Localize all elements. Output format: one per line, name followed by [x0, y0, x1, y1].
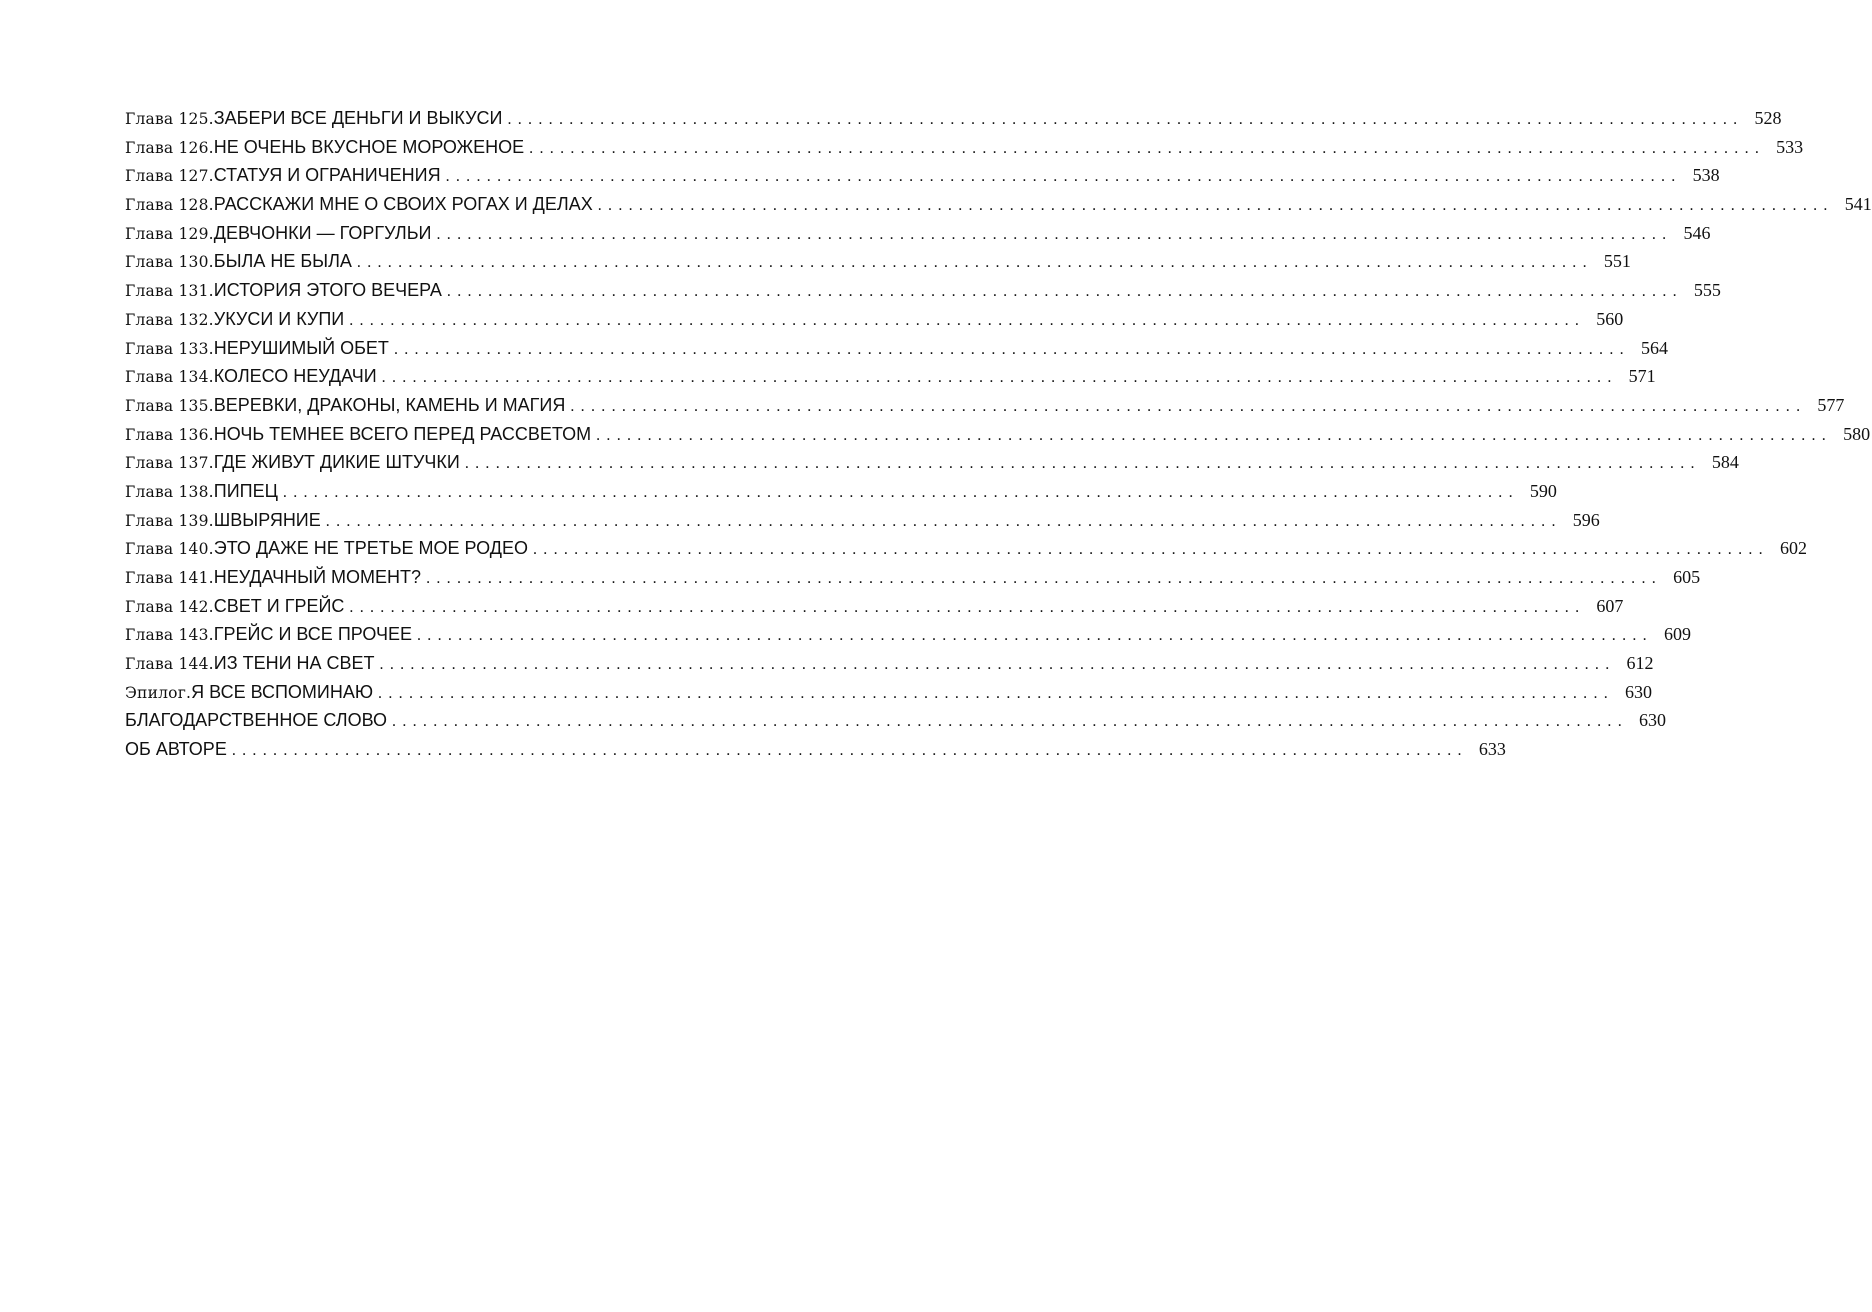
chapter-title: ГРЕЙС И ВСЕ ПРОЧЕЕ	[213, 624, 412, 645]
dot-leader: ........................................................................................................................	[507, 111, 1744, 128]
chapter-label: Глава 140.	[125, 540, 214, 559]
about-author-title: ОБ АВТОРЕ	[125, 739, 227, 760]
chapter-label: Глава 136.	[125, 425, 214, 444]
chapter-label: Глава 129.	[125, 224, 214, 243]
page-number: 580	[1843, 423, 1871, 444]
toc-entry[interactable]	[125, 190, 1872, 219]
toc-entry[interactable]	[125, 735, 1506, 764]
toc-entry[interactable]	[125, 104, 1782, 133]
dot-leader: ........................................................................................................................	[349, 311, 1586, 329]
dot-leader: ........................................................................................................................	[381, 369, 1618, 387]
page-number: 607	[1596, 595, 1624, 616]
table-of-contents	[125, 104, 1872, 764]
dot-leader: ........................................................................................................................	[231, 742, 1468, 760]
toc-entry[interactable]	[125, 161, 1720, 190]
chapter-title: ПИПЕЦ	[213, 480, 278, 501]
chapter-title: ДЕВЧОНКИ — ГОРГУЛЬИ	[213, 222, 432, 243]
chapter-title: ВЕРЕВКИ, ДРАКОНЫ, КАМЕНЬ И МАГИЯ	[213, 394, 566, 415]
chapter-label: Глава 135.	[125, 396, 214, 415]
dot-leader: ........................................................................................................................	[416, 627, 1653, 645]
page-number: 602	[1779, 538, 1807, 559]
dot-leader: ........................................................................................................................	[393, 340, 1630, 358]
chapter-label: Глава 144.	[125, 655, 214, 674]
page-number: 571	[1628, 366, 1656, 387]
toc-entry[interactable]	[125, 391, 1845, 420]
chapter-title: НЕРУШИМЫЙ ОБЕТ	[213, 337, 389, 358]
toc-entry[interactable]	[125, 305, 1624, 334]
chapter-title: КОЛЕСО НЕУДАЧИ	[213, 366, 377, 387]
dot-leader: ........................................................................................................................	[446, 283, 1683, 301]
page-number: 630	[1639, 710, 1667, 731]
dot-leader: ........................................................................................................................	[378, 684, 1615, 702]
toc-entry[interactable]	[125, 620, 1691, 649]
chapter-title: НЕ ОЧЕНЬ ВКУСНОЕ МОРОЖЕНОЕ	[213, 136, 525, 157]
dot-leader: ........................................................................................................................	[282, 483, 1519, 501]
toc-entry[interactable]	[125, 276, 1721, 305]
page-number: 555	[1693, 280, 1721, 301]
dot-leader: ........................................................................................................................	[392, 713, 1629, 731]
toc-entry[interactable]	[125, 649, 1654, 678]
page-number: 630	[1625, 681, 1653, 702]
chapter-label: Глава 133.	[125, 339, 214, 358]
page-number: 541	[1844, 194, 1872, 215]
toc-entry[interactable]	[125, 420, 1871, 449]
chapter-title: ИСТОРИЯ ЭТОГО ВЕЧЕРА	[213, 280, 442, 301]
chapter-label: Глава 137.	[125, 454, 214, 473]
chapter-title: НЕУДАЧНЫЙ МОМЕНТ?	[213, 567, 422, 587]
chapter-title: БЫЛА НЕ БЫЛА	[213, 251, 352, 272]
page-number: 533	[1776, 136, 1804, 157]
page-number: 609	[1663, 624, 1691, 645]
chapter-label: Глава 139.	[125, 511, 214, 530]
page-number: 564	[1640, 337, 1668, 358]
toc-entry[interactable]	[125, 362, 1656, 391]
page-number: 633	[1478, 739, 1506, 760]
dot-leader: ........................................................................................................................	[445, 168, 1682, 186]
chapter-title: ШВЫРЯНИЕ	[213, 509, 321, 530]
dot-leader: ........................................................................................................................	[596, 426, 1833, 444]
chapter-title: ЗАБЕРИ ВСЕ ДЕНЬГИ И ВЫКУСИ	[213, 108, 503, 128]
chapter-label: Глава 127.	[125, 167, 214, 186]
dot-leader: ........................................................................................................................	[529, 139, 1766, 157]
chapter-label: Глава 142.	[125, 597, 214, 616]
dot-leader: ........................................................................................................................	[532, 541, 1769, 559]
chapter-title: СВЕТ И ГРЕЙС	[213, 595, 345, 616]
page-number: 577	[1817, 394, 1845, 415]
dot-leader: ........................................................................................................................	[570, 397, 1807, 415]
dot-leader: ........................................................................................................................	[597, 197, 1834, 215]
chapter-label: Глава 134.	[125, 368, 214, 387]
acknowledgements-title: БЛАГОДАРСТВЕННОЕ СЛОВО	[125, 710, 388, 731]
chapter-label: Глава 132.	[125, 310, 214, 329]
dot-leader: ........................................................................................................................	[436, 225, 1673, 243]
toc-entry[interactable]	[125, 706, 1667, 735]
toc-entry[interactable]	[125, 477, 1557, 506]
dot-leader: ........................................................................................................................	[426, 570, 1663, 587]
toc-entry[interactable]	[125, 563, 1701, 592]
chapter-label: Глава 138.	[125, 482, 214, 501]
page-number: 551	[1603, 251, 1631, 272]
toc-entry[interactable]	[125, 678, 1653, 707]
page-number: 584	[1711, 452, 1739, 473]
chapter-label: Глава 126.	[125, 138, 214, 157]
chapter-label: Глава 131.	[125, 282, 214, 301]
toc-entry[interactable]	[125, 219, 1711, 248]
page-number: 590	[1529, 480, 1557, 501]
chapter-title: ИЗ ТЕНИ НА СВЕТ	[213, 653, 375, 674]
epilogue-label: Эпилог.	[125, 683, 192, 702]
toc-entry[interactable]	[125, 448, 1739, 477]
page-number: 546	[1683, 222, 1711, 243]
page-number: 605	[1673, 567, 1701, 587]
page-number: 528	[1754, 108, 1782, 128]
page-number: 612	[1626, 653, 1654, 674]
chapter-label: Глава 128.	[125, 196, 214, 215]
toc-entry[interactable]	[125, 334, 1668, 363]
epilogue-title: Я ВСЕ ВСПОМИНАЮ	[191, 681, 374, 702]
dot-leader: ........................................................................................................................	[349, 598, 1586, 616]
dot-leader: ........................................................................................................................	[325, 512, 1562, 530]
chapter-label: Глава 141.	[125, 569, 214, 587]
chapter-label: Глава 125.	[125, 110, 214, 128]
chapter-title: СТАТУЯ И ОГРАНИЧЕНИЯ	[213, 165, 441, 186]
chapter-label: Глава 130.	[125, 253, 214, 272]
toc-entry[interactable]	[125, 247, 1631, 276]
chapter-title: ЭТО ДАЖЕ НЕ ТРЕТЬЕ МОЕ РОДЕО	[213, 538, 528, 559]
toc-entry[interactable]	[125, 592, 1624, 621]
dot-leader: ........................................................................................................................	[379, 656, 1616, 674]
dot-leader: ........................................................................................................................	[356, 254, 1593, 272]
chapter-title: УКУСИ И КУПИ	[213, 308, 345, 329]
page-number: 538	[1692, 165, 1720, 186]
chapter-label: Глава 143.	[125, 626, 214, 645]
toc-entry[interactable]	[125, 506, 1600, 535]
chapter-title: РАССКАЖИ МНЕ О СВОИХ РОГАХ И ДЕЛАХ	[213, 194, 593, 215]
toc-entry[interactable]	[125, 133, 1804, 162]
page-number: 560	[1596, 308, 1624, 329]
page-number: 596	[1572, 509, 1600, 530]
dot-leader: ........................................................................................................................	[464, 455, 1701, 473]
toc-entry[interactable]	[125, 534, 1807, 563]
chapter-title: ГДЕ ЖИВУТ ДИКИЕ ШТУЧКИ	[213, 452, 460, 473]
chapter-title: НОЧЬ ТЕМНЕЕ ВСЕГО ПЕРЕД РАССВЕТОМ	[213, 423, 592, 444]
